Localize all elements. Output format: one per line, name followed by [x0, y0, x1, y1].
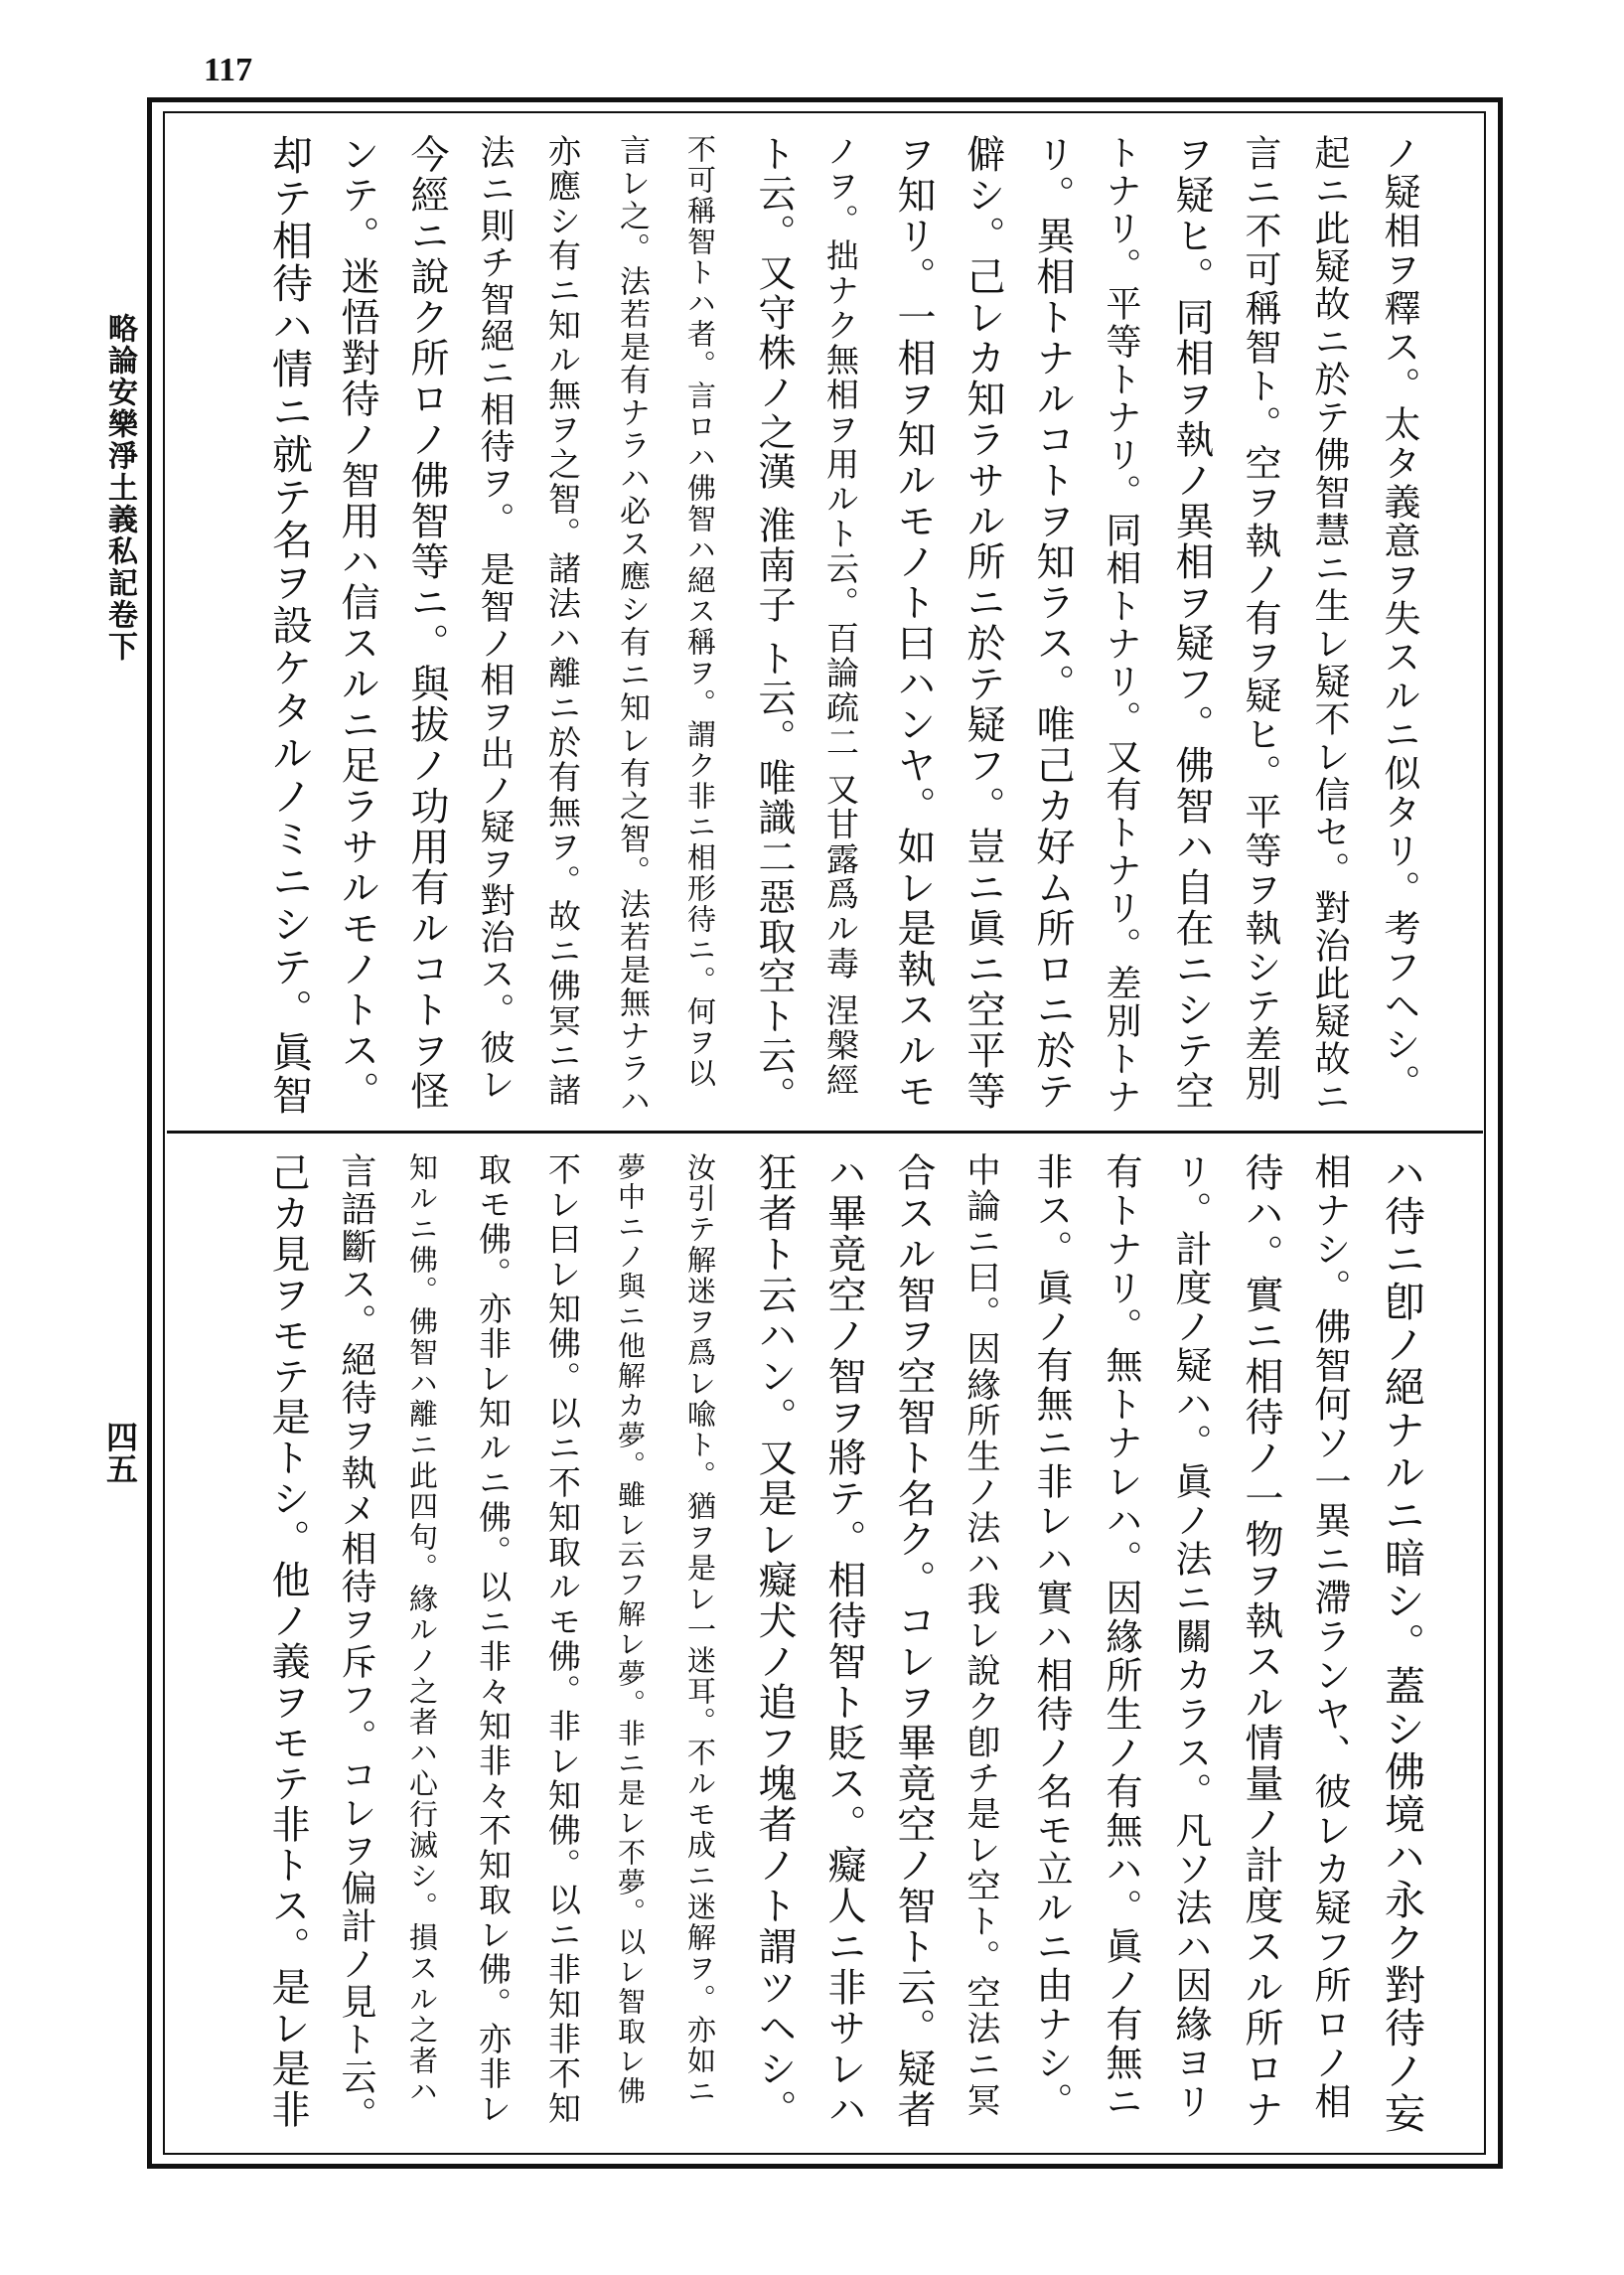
lower-text-column: 不レ曰レ知佛。以ニ不知取ルモ佛。非レ知佛。以ニ非知非不知	[543, 1152, 582, 2126]
lower-text-column: 知ルニ佛。佛智ハ離ニ此四句。緣ルノ之者ハ心行滅シ。損スル之者ハ	[405, 1152, 439, 2107]
lower-text-column: 取モ佛。亦非レ知ルニ佛。以ニ非々知非々不知取レ佛。亦非レ	[474, 1152, 513, 2126]
lower-text-column: 非ス。眞ノ有無ニ非レハ實ハ相待ノ名モ立ルニ由ナシ。	[1030, 1152, 1073, 2121]
lower-text-column: 中論ニ曰。因緣所生ノ法ハ我レ說ク卽チ是レ空ト。空法ニ冥	[960, 1152, 1000, 2118]
upper-text-column: 不可稱智トハ者。言ロハ佛智ハ絕ス稱ヲ。謂ク非ニ相形待ニ。何ヲ以	[683, 134, 717, 1089]
lower-text-column: 狂者ト云ハン。又是レ癡犬ノ追フ塊者ノト謂ツヘシ。	[752, 1152, 797, 2130]
upper-text-column: リ。異相トナルコトヲ知ラス。唯己カ好ム所ロニ於テ	[1030, 134, 1075, 1112]
upper-text-column: ト云。又守株ノ之漢 淮南子 ト云。唯識二惡取空ト云。	[752, 134, 796, 1117]
section-divider	[167, 1131, 1483, 1134]
upper-text-column: ンテ。迷悟對待ノ智用ハ信スルニ足ラサルモノトス。	[335, 134, 379, 1112]
upper-text-column: ノヲ。拙ナク無相ヲ用ルト云。百論疏二 又甘露爲ル毒 涅槃經	[821, 134, 860, 1098]
lower-text-column: 己カ見ヲモテ是トシ。他ノ義ヲモテ非トス。是レ是非	[265, 1152, 310, 2130]
lower-text-column: 汝引テ解迷ヲ爲レ喩ト。猶ヲ是レ一迷耳。不ルモ成ニ迷解ヲ。亦如ニ	[683, 1152, 717, 2107]
upper-text-column: 今經ニ說ク所ロノ佛智等ニ。與拔ノ功用有ルコトヲ怪	[404, 134, 449, 1112]
upper-text-column: 法ニ則チ智絕ニ相待ヲ。 是智ノ相ヲ出ノ疑ヲ對治ス。彼レ	[475, 134, 515, 1104]
upper-text-column: ヲ疑ヒ。同相ヲ執ノ異相ヲ疑フ。佛智ハ自在ニシテ空	[1169, 134, 1214, 1112]
upper-text-column: ヲ知リ。一相ヲ知ルモノト曰ハンヤ。如レ是執スルモ	[891, 134, 936, 1112]
page-number: 117	[204, 52, 253, 88]
upper-text-column: 亦應シ有ニ知ル無ヲ之智。諸法ハ離ニ於有無ヲ。故ニ佛冥ニ諸	[543, 134, 582, 1108]
lower-text-column: ハ待ニ卽ノ絕ナルニ暗シ。蓋シ佛境ハ永ク對待ノ妄	[1378, 1152, 1425, 2135]
upper-text-column: 却テ相待ハ情ニ就テ名ヲ設ケタルノミニシテ。眞智	[265, 134, 313, 1117]
upper-text-column: 僻シ。己レカ知ラサル所ニ於テ疑フ。豈ニ眞ニ空平等	[960, 134, 1005, 1112]
lower-text-column: 合スル智ヲ空智ト名ク。コレヲ畢竟空ノ智ト云。疑者	[891, 1152, 936, 2130]
lower-text-column: ハ畢竟空ノ智ヲ將テ。相待智ト貶ス。癡人ニ非サレハ	[821, 1152, 866, 2130]
lower-text-column: 有トナリ。無トナレハ。因緣所生ノ有無ハ。眞ノ有無ニ	[1100, 1152, 1142, 2121]
upper-text-column: ノ疑相ヲ釋ス。太タ義意ヲ失スルニ似タリ。考フヘシ。	[1378, 134, 1420, 1103]
upper-text-column: 言レ之。法若是有ナラハ必ス應シ有ニ知レ有之智。法若是無ナラハ	[614, 134, 650, 1118]
lower-text-column: 相ナシ。佛智何ソ一異ニ滯ランヤ、彼レカ疑フ所ロノ相	[1308, 1152, 1351, 2121]
folio-number: 四五	[101, 1421, 139, 1484]
lower-text-column: 言語斷ス。絕待ヲ執メ相待ヲ斥フ。コレヲ偏計ノ見ト云。	[336, 1152, 376, 2134]
upper-text-column: 起ニ此疑故ニ於テ佛智慧ニ生レ疑不レ信セ。對治此疑故ニ	[1309, 134, 1350, 1116]
upper-text-column: 言ニ不可稱智ト。空ヲ執ノ有ヲ疑ヒ。平等ヲ執シテ差別	[1239, 134, 1281, 1103]
lower-text-column: 夢中ニノ與ニ他解カ夢。雖レ云フ解レ夢。非ニ是レ不夢。以レ智取レ佛	[614, 1152, 647, 2106]
upper-text-column: トナリ。平等トナリ。同相トナリ。又有トナリ。差別トナ	[1101, 134, 1141, 1116]
running-title: 略論安樂淨土義私記卷下	[102, 313, 137, 663]
lower-text-column: リ。計度ノ疑ハ。眞ノ法ニ關カラス。凡ソ法ハ因緣ヨリ	[1169, 1152, 1212, 2121]
lower-text-column: 待ハ。實ニ相待ノ一物ヲ執スル情量ノ計度スル所ロナ	[1239, 1152, 1283, 2130]
